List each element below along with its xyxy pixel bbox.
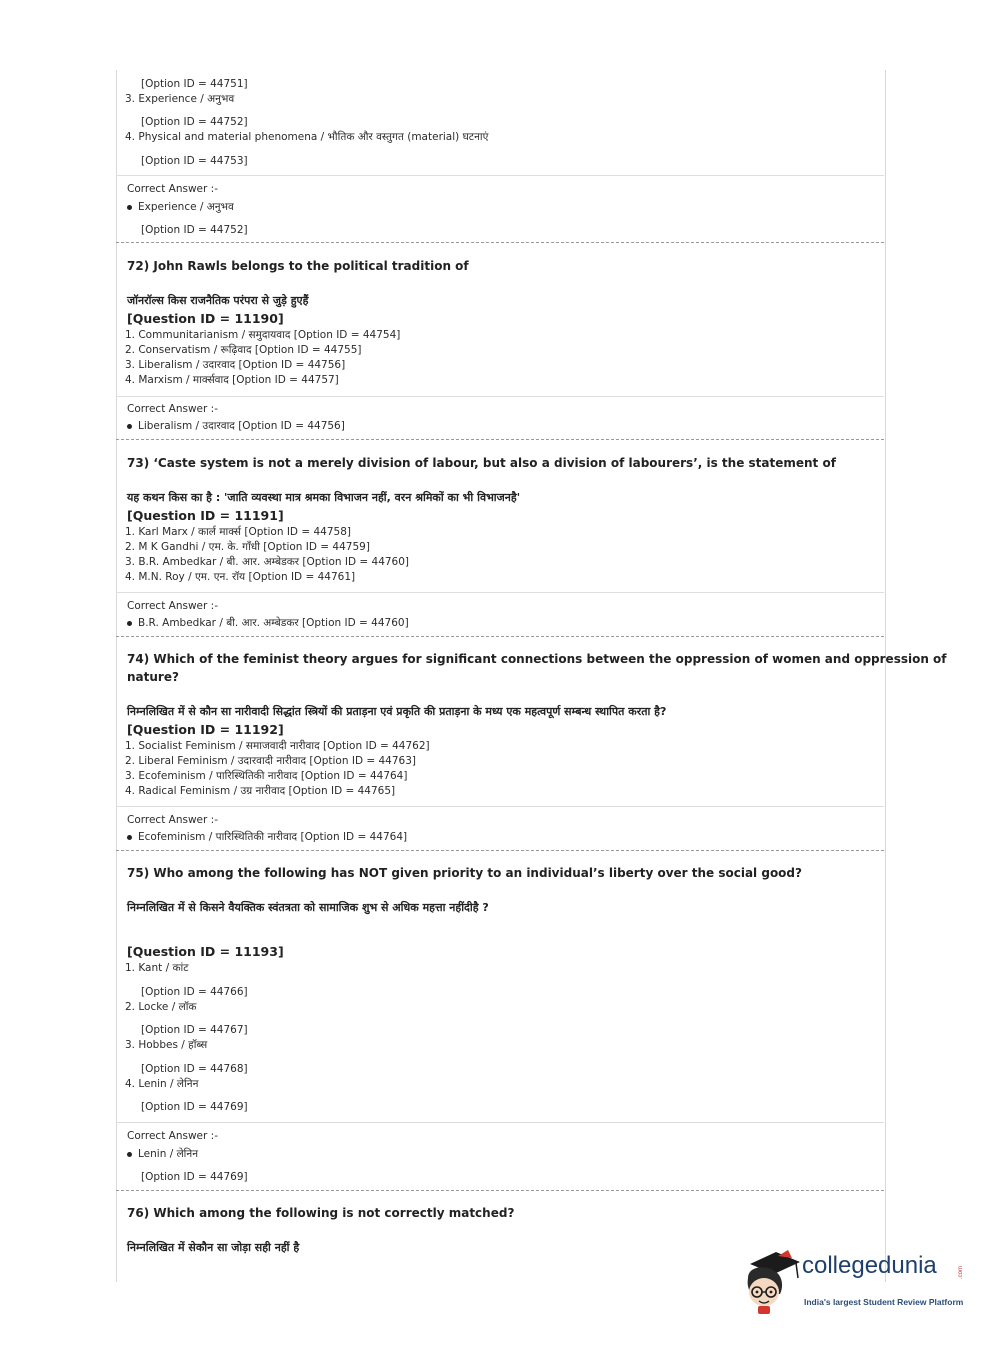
- correct-answer-label: Correct Answer :-: [127, 600, 218, 612]
- bullet-icon: [127, 1152, 132, 1157]
- option-id: [Option ID = 44768]: [141, 1063, 248, 1075]
- correct-answer: Liberalism / उदारवाद [Option ID = 44756]: [127, 419, 345, 433]
- question-74: 74) Which of the feminist theory argues for significant connections between the oppression of women and oppression of: [127, 652, 947, 666]
- divider: [116, 175, 884, 176]
- divider: [116, 1122, 884, 1123]
- question-75-hindi: निम्नलिखित में से किसने वैयक्तिक स्वंतत्रता को सामाजिक शुभ से अधिक महत्ता नहींदीहै ?: [127, 901, 489, 914]
- option-id: [Option ID = 44766]: [141, 986, 248, 998]
- question-separator: [116, 242, 884, 243]
- option: 4. Lenin / लेनिन: [125, 1078, 199, 1090]
- question-75: 75) Who among the following has NOT given priority to an individual’s liberty over the social good?: [127, 866, 802, 880]
- option: 3. Experience / अनुभव: [125, 93, 235, 105]
- bullet-icon: [127, 205, 132, 210]
- question-72-hindi: जॉनरॉल्स किस राजनैतिक परंपरा से जुड़े हुएहैं: [127, 294, 309, 307]
- correct-answer-label: Correct Answer :-: [127, 183, 218, 195]
- bullet-icon: [127, 621, 132, 626]
- correct-answer-label: Correct Answer :-: [127, 403, 218, 415]
- option: 2. Liberal Feminism / उदारवादी नारीवाद [Option ID = 44763]: [125, 755, 417, 767]
- option: 3. Liberalism / उदारवाद [Option ID = 44756]: [125, 359, 346, 371]
- option: 2. Conservatism / रूढ़िवाद [Option ID = 44755]: [125, 344, 362, 356]
- question-separator: [116, 1190, 884, 1191]
- option: 1. Karl Marx / कार्ल मार्क्स [Option ID = 44758]: [125, 526, 351, 538]
- option-id: [Option ID = 44769]: [141, 1101, 248, 1113]
- option: 2. M K Gandhi / एम. के. गाँधी [Option ID = 44759]: [125, 541, 370, 553]
- bullet-icon: [127, 424, 132, 429]
- option: 4. Radical Feminism / उग्र नारीवाद [Option ID = 44765]: [125, 785, 396, 797]
- bullet-icon: [127, 835, 132, 840]
- option: 4. Physical and material phenomena / भौतिक और वस्तुगत (material) घटनाएं: [125, 131, 489, 143]
- correct-answer-label: Correct Answer :-: [127, 1130, 218, 1142]
- logo-suffix: .com: [958, 1266, 964, 1280]
- question-74-hindi: निम्नलिखित में से कौन सा नारीवादी सिद्धांत स्त्रियों की प्रताड़ना एवं प्रकृति की प्रताड़ना के मध्य एक महत्वपूर्ण सम्बन्ध स्थापित करता है?: [127, 705, 667, 718]
- correct-answer: Lenin / लेनिन: [127, 1147, 198, 1161]
- question-separator: [116, 850, 884, 851]
- question-73-hindi: यह कथन किस का है : 'जाति व्यवस्था मात्र श्रमका विभाजन नहीं, वरन श्रमिकों का भी विभाजनहै': [127, 491, 521, 504]
- option: 3. Hobbes / हॉब्स: [125, 1039, 208, 1051]
- option: 1. Kant / कांट: [125, 962, 189, 974]
- question-76: 76) Which among the following is not correctly matched?: [127, 1206, 515, 1220]
- option: 3. B.R. Ambedkar / बी. आर. अम्बेडकर [Option ID = 44760]: [125, 556, 410, 568]
- correct-option-id: [Option ID = 44752]: [141, 224, 248, 236]
- question-id: [Question ID = 11190]: [127, 311, 284, 326]
- question-73: 73) ‘Caste system is not a merely division of labour, but also a division of labourers’, is the statement of: [127, 456, 836, 470]
- correct-answer-label: Correct Answer :-: [127, 814, 218, 826]
- logo-wordmark: collegedunia: [802, 1252, 937, 1279]
- option: 4. Marxism / मार्क्सवाद [Option ID = 44757]: [125, 374, 339, 386]
- correct-option-id: [Option ID = 44769]: [141, 1171, 248, 1183]
- option: 3. Ecofeminism / पारिस्थितिकी नारीवाद [Option ID = 44764]: [125, 770, 408, 782]
- option: 1. Socialist Feminism / समाजवादी नारीवाद [Option ID = 44762]: [125, 740, 430, 752]
- question-id: [Question ID = 11191]: [127, 508, 284, 523]
- question-76-hindi: निम्नलिखित में सेकौन सा जोड़ा सही नहीं है: [127, 1241, 300, 1254]
- divider: [116, 806, 884, 807]
- question-74-cont: nature?: [127, 670, 179, 684]
- option-id: [Option ID = 44752]: [141, 116, 248, 128]
- question-id: [Question ID = 11192]: [127, 722, 284, 737]
- correct-answer: Experience / अनुभव: [127, 200, 234, 214]
- option-id: [Option ID = 44751]: [141, 78, 248, 90]
- option: 4. M.N. Roy / एम. एन. रॉय [Option ID = 44761]: [125, 571, 356, 583]
- question-72: 72) John Rawls belongs to the political tradition of: [127, 259, 469, 273]
- option-id: [Option ID = 44767]: [141, 1024, 248, 1036]
- correct-answer: Ecofeminism / पारिस्थितिकी नारीवाद [Option ID = 44764]: [127, 830, 407, 844]
- question-separator: [116, 439, 884, 440]
- option-id: [Option ID = 44753]: [141, 155, 248, 167]
- option: 1. Communitarianism / समुदायवाद [Option ID = 44754]: [125, 329, 401, 341]
- divider: [116, 592, 884, 593]
- question-id: [Question ID = 11193]: [127, 944, 284, 959]
- question-separator: [116, 636, 884, 637]
- divider: [116, 396, 884, 397]
- mascot-icon: [742, 1248, 802, 1318]
- option: 2. Locke / लॉक: [125, 1001, 197, 1013]
- correct-answer: B.R. Ambedkar / बी. आर. अम्बेडकर [Option ID = 44760]: [127, 616, 409, 630]
- collegedunia-logo: [742, 1248, 974, 1318]
- logo-tagline: India's largest Student Review Platform: [804, 1297, 964, 1307]
